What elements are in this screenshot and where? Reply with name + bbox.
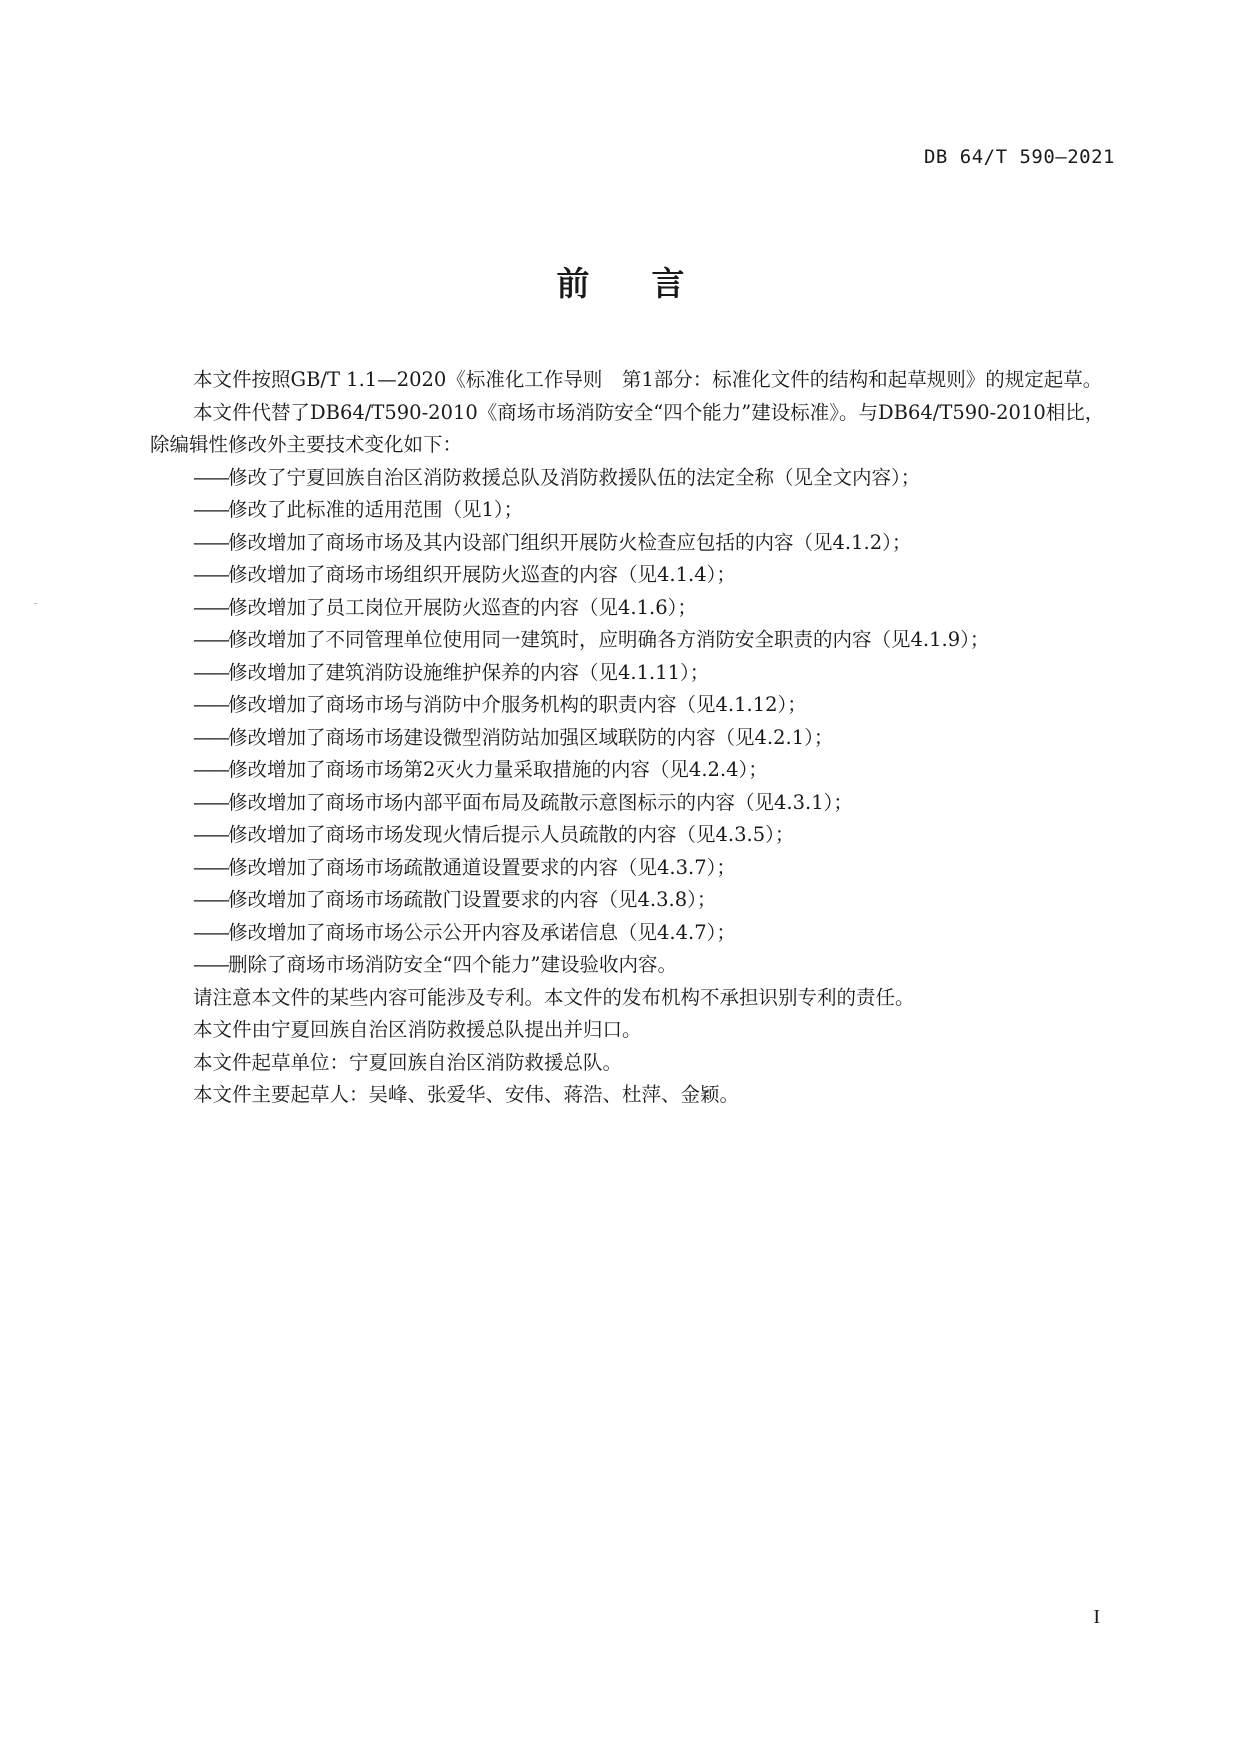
- dash-prefix: ——: [193, 498, 228, 521]
- change-item: [150, 949, 1118, 982]
- dash-prefix: ——: [193, 920, 228, 944]
- paragraph-drafting-basis: 本文件按照GB/T 1.1—2020《标准化工作导则 第1部分：标准化文件的结构和起草规则》的规定起草。: [193, 368, 1103, 391]
- dash-prefix: ——: [193, 953, 228, 976]
- change-text: 修改增加了商场市场第2灭火力量采取措施的内容（见4.2.4）；: [228, 758, 768, 781]
- change-item: [150, 559, 1118, 592]
- page-title: 前言: [556, 264, 747, 303]
- change-item: [150, 754, 1118, 787]
- change-text: 修改增加了商场市场疏散通道设置要求的内容（见4.3.7）；: [228, 855, 736, 879]
- change-text: 修改增加了商场市场组织开展防火巡查的内容（见4.1.4）；: [228, 563, 736, 586]
- change-item: [150, 462, 1118, 495]
- change-text: 删除了商场市场消防安全“四个能力”建设验收内容。: [228, 953, 677, 976]
- dash-prefix: ——: [193, 725, 228, 749]
- changes-list: [150, 462, 1118, 982]
- change-item: [150, 787, 1118, 820]
- paragraph-patent-notice: 请注意本文件的某些内容可能涉及专利。本文件的发布机构不承担识别专利的责任。: [193, 985, 915, 1009]
- page-number: I: [1093, 1606, 1100, 1628]
- paragraph-drafters: 本文件主要起草人：吴峰、张爱华、安伟、蒋浩、杜萍、金颖。: [193, 1083, 740, 1106]
- change-item: [150, 722, 1118, 755]
- paragraph-replacement: 本文件代替了DB64/T590-2010《商场市场消防安全“四个能力”建设标准》。与DB64/T590-2010相比，除编辑性修改外主要技术变化如下：: [150, 400, 1105, 456]
- change-item: [150, 884, 1118, 917]
- change-item: [150, 527, 1118, 560]
- change-item: [150, 917, 1118, 950]
- dash-prefix: ——: [193, 790, 228, 814]
- document-code: DB 64/T 590—2021: [923, 146, 1115, 168]
- change-text: 修改增加了不同管理单位使用同一建筑时，应明确各方消防安全职责的内容（见4.1.9）；: [228, 628, 990, 651]
- paragraph-drafting-unit: 本文件起草单位：宁夏回族自治区消防救援总队。: [193, 1050, 623, 1074]
- change-item: [150, 592, 1118, 625]
- dash-prefix: ——: [193, 465, 228, 489]
- change-text: 修改增加了商场市场疏散门设置要求的内容（见4.3.8）；: [228, 888, 717, 911]
- change-text: 修改增加了商场市场发现火情后提示人员疏散的内容（见4.3.5）；: [228, 823, 795, 846]
- change-text: 修改增加了商场市场内部平面布局及疏散示意图标示的内容（见4.3.1）；: [228, 790, 853, 814]
- dash-prefix: ——: [193, 595, 228, 619]
- change-text: 修改增加了商场市场及其内设部门组织开展防火检查应包括的内容（见4.1.2）；: [228, 530, 912, 554]
- change-text: 修改增加了员工岗位开展防火巡查的内容（见4.1.6）；: [228, 595, 697, 619]
- change-item: [150, 624, 1118, 657]
- scan-artifact: [34, 603, 37, 604]
- paragraph-proposer: 本文件由宁夏回族自治区消防救援总队提出并归口。: [193, 1018, 642, 1041]
- change-text: 修改增加了商场市场公示公开内容及承诺信息（见4.4.7）；: [228, 920, 736, 944]
- dash-prefix: ——: [193, 758, 228, 781]
- change-item: [150, 657, 1118, 690]
- change-text: 修改了此标准的适用范围（见1）；: [228, 498, 524, 521]
- dash-prefix: ——: [193, 823, 228, 846]
- dash-prefix: ——: [193, 888, 228, 911]
- change-item: [150, 852, 1118, 885]
- dash-prefix: ——: [193, 693, 228, 716]
- dash-prefix: ——: [193, 563, 228, 586]
- change-item: [150, 819, 1118, 852]
- dash-prefix: ——: [193, 660, 228, 684]
- dash-prefix: ——: [193, 628, 228, 651]
- change-text: 修改增加了商场市场与消防中介服务机构的职责内容（见4.1.12）；: [228, 693, 807, 716]
- change-item: [150, 689, 1118, 722]
- change-item: [150, 494, 1118, 527]
- foreword-body: [150, 364, 1118, 1112]
- change-text: 修改增加了建筑消防设施维护保养的内容（见4.1.11）；: [228, 660, 710, 684]
- change-text: 修改增加了商场市场建设微型消防站加强区域联防的内容（见4.2.1）；: [228, 725, 834, 749]
- change-text: 修改了宁夏回族自治区消防救援总队及消防救援队伍的法定全称（见全文内容）；: [228, 465, 921, 489]
- dash-prefix: ——: [193, 530, 228, 554]
- dash-prefix: ——: [193, 855, 228, 879]
